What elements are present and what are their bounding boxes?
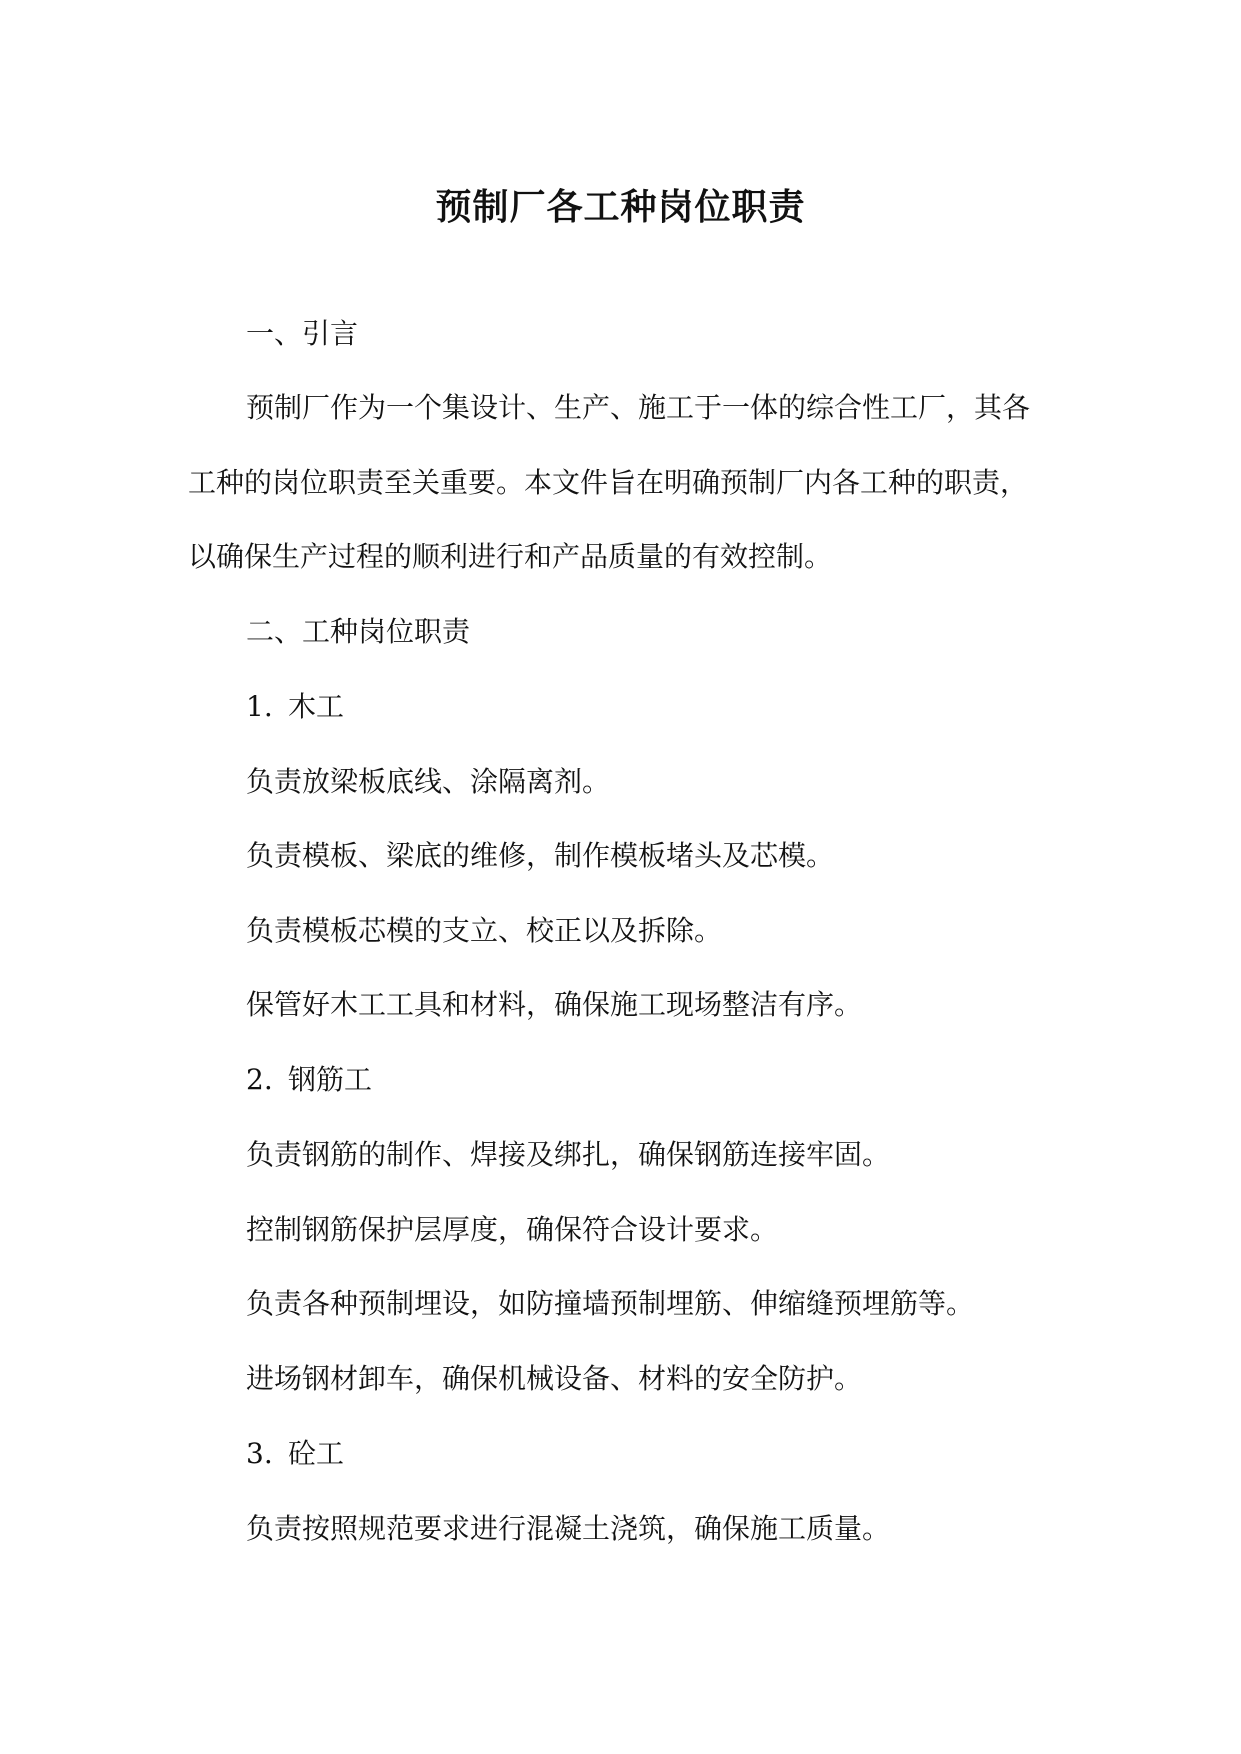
section-heading-intro: 一、引言 — [246, 317, 359, 350]
duty-item: 负责钢筋的制作、焊接及绑扎，确保钢筋连接牢固。 — [246, 1138, 891, 1171]
duty-item: 负责各种预制埋设，如防撞墙预制埋筋、伸缩缝预埋筋等。 — [246, 1287, 975, 1320]
subsection-label: 钢筋工 — [288, 1063, 373, 1096]
subsection-heading-rebar — [246, 1060, 372, 1100]
intro-paragraph-line-3: 以确保生产过程的顺利进行和产品质量的有效控制。 — [188, 540, 833, 573]
subsection-heading-carpenter — [246, 687, 344, 727]
duty-item: 保管好木工工具和材料，确保施工现场整洁有序。 — [246, 988, 863, 1021]
section-heading-duties: 二、工种岗位职责 — [246, 615, 471, 648]
duty-item: 控制钢筋保护层厚度，确保符合设计要求。 — [246, 1213, 779, 1246]
subsection-number: 1. — [246, 690, 273, 723]
subsection-label: 砼工 — [288, 1437, 345, 1470]
document-title: 预制厂各工种岗位职责 — [435, 186, 806, 228]
duty-item: 进场钢材卸车，确保机械设备、材料的安全防护。 — [246, 1362, 863, 1395]
duty-item: 负责按照规范要求进行混凝土浇筑，确保施工质量。 — [246, 1512, 891, 1545]
duty-item: 负责模板芯模的支立、校正以及拆除。 — [246, 914, 723, 947]
subsection-label: 木工 — [288, 690, 345, 723]
intro-paragraph-line-1: 预制厂作为一个集设计、生产、施工于一体的综合性工厂，其各 — [246, 391, 1031, 424]
intro-paragraph-line-2: 工种的岗位职责至关重要。本文件旨在明确预制厂内各工种的职责， — [188, 466, 1029, 499]
subsection-heading-concrete — [246, 1434, 344, 1474]
subsection-number: 2. — [246, 1063, 273, 1096]
duty-item: 负责模板、梁底的维修，制作模板堵头及芯模。 — [246, 839, 835, 872]
duty-item: 负责放梁板底线、涂隔离剂。 — [246, 765, 611, 798]
subsection-number: 3. — [246, 1437, 273, 1470]
